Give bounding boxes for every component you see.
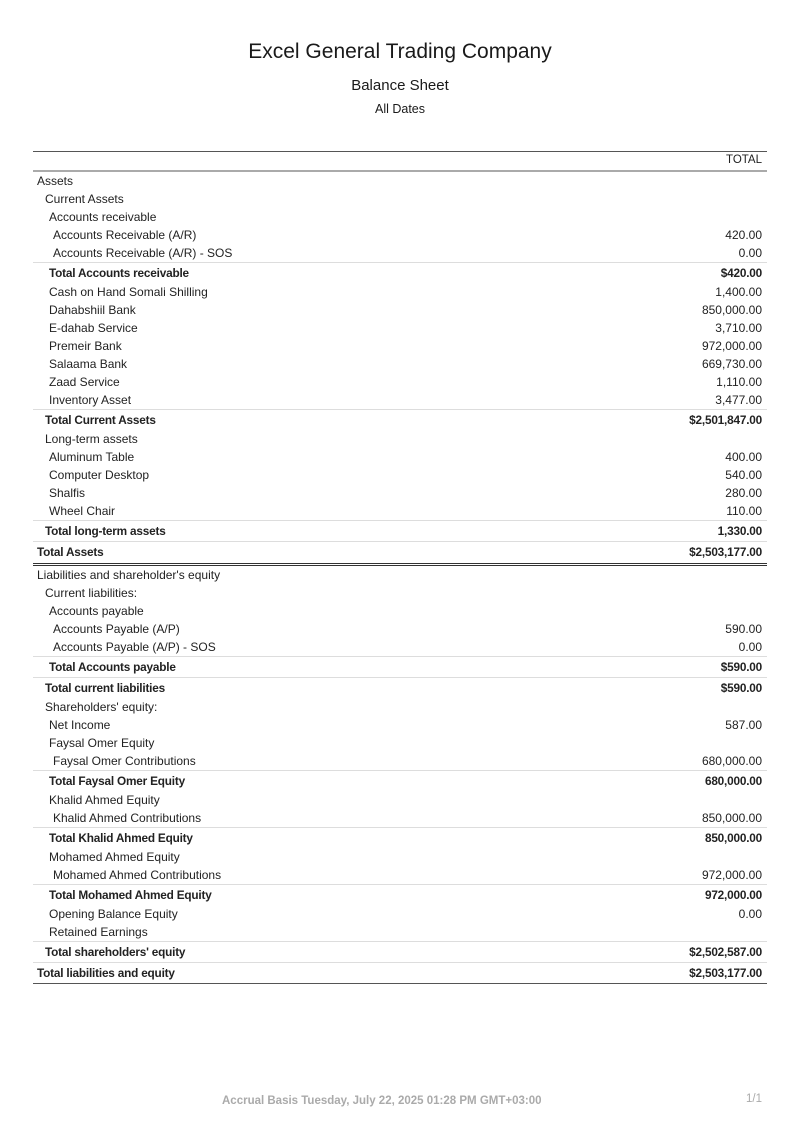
row-label: Total Faysal Omer Equity [49,774,185,788]
row-label: Total Current Assets [45,413,156,427]
row-label: Current Assets [45,192,124,206]
report-title: Balance Sheet [351,77,449,94]
table-row [33,638,767,656]
table-row [33,283,767,301]
row-value: 3,710.00 [715,321,762,335]
total-row [33,941,767,962]
row-value: $2,502,587.00 [689,945,762,959]
table-row [33,716,767,734]
total-row [33,520,767,541]
column-header-row [33,152,767,172]
total-row [33,656,767,677]
row-label: Khalid Ahmed Equity [49,793,160,807]
section-header-row [33,190,767,208]
row-value: 850,000.00 [704,831,762,845]
row-value: 0.00 [738,907,762,921]
section-header-row [33,698,767,716]
row-value: 972,000.00 [701,868,762,882]
total-row [33,541,767,566]
table-row [33,355,767,373]
row-label: Accounts payable [49,604,144,618]
row-label: Accounts receivable [49,210,157,224]
row-label: Liabilities and shareholder's equity [37,568,221,582]
row-value: $420.00 [720,266,762,280]
total-row [33,409,767,430]
table-row [33,752,767,770]
row-label: Total Khalid Ahmed Equity [49,831,193,845]
row-label: Accounts Receivable (A/R) [53,228,197,242]
row-value: $590.00 [720,681,762,695]
row-value: $590.00 [720,660,762,674]
row-label: Mohamed Ahmed Contributions [53,868,222,882]
row-label: Total liabilities and equity [37,966,175,980]
row-label: Total long-term assets [45,524,166,538]
row-label: Inventory Asset [49,393,132,407]
row-value: 680,000.00 [704,774,762,788]
table-row [33,226,767,244]
row-value: 0.00 [738,640,762,654]
row-label: Zaad Service [49,375,120,389]
row-value: 850,000.00 [701,811,762,825]
row-value: 1,400.00 [715,285,762,299]
row-label: Faysal Omer Contributions [53,754,196,768]
column-header-total: TOTAL [726,154,762,166]
total-row [33,677,767,698]
row-label: Retained Earnings [49,925,148,939]
table-row [33,809,767,827]
table-row [33,866,767,884]
row-label: Khalid Ahmed Contributions [53,811,202,825]
row-value: 3,477.00 [715,393,762,407]
section-header-row [33,172,767,190]
date-range: All Dates [374,102,426,116]
total-row [33,262,767,283]
row-label: Faysal Omer Equity [49,736,155,750]
section-header-row [33,566,767,584]
total-row [33,884,767,905]
total-row [33,770,767,791]
row-value: 400.00 [725,450,762,464]
row-label: Total current liabilities [45,681,165,695]
row-label: Premeir Bank [49,339,122,353]
row-label: Wheel Chair [49,504,116,518]
row-value: $2,501,847.00 [689,413,762,427]
row-value: 110.00 [726,504,762,518]
table-row [33,301,767,319]
footer-basis-timestamp: Accrual Basis Tuesday, July 22, 2025 01:28 PM GMT+03:00 [222,1095,542,1107]
row-label: Mohamed Ahmed Equity [49,850,180,864]
row-label: Total Mohamed Ahmed Equity [49,888,212,902]
section-header-row [33,791,767,809]
row-label: Shalfis [49,486,86,500]
table-row [33,244,767,262]
table-row [33,319,767,337]
section-header-row [33,734,767,752]
table-row [33,337,767,355]
company-name: Excel General Trading Company [248,40,552,63]
row-label: Current liabilities: [45,586,138,600]
row-label: Computer Desktop [49,468,150,482]
section-header-row [33,430,767,448]
row-label: Total Accounts receivable [49,266,189,280]
table-row [33,923,767,941]
row-value: 587.00 [725,718,762,732]
table-row [33,391,767,409]
row-value: $2,503,177.00 [689,545,762,559]
table-row [33,905,767,923]
balance-sheet-table [33,151,767,984]
row-label: Net Income [49,718,111,732]
row-value: 1,330.00 [717,524,762,538]
row-label: Total shareholders' equity [45,945,186,959]
row-label: Total Assets [37,545,104,559]
row-value: 972,000.00 [704,888,762,902]
row-value: 972,000.00 [701,339,762,353]
row-label: Aluminum Table [49,450,135,464]
row-value: 680,000.00 [701,754,762,768]
row-label: Total Accounts payable [49,660,176,674]
row-label: Shareholders' equity: [45,700,158,714]
row-label: E-dahab Service [49,321,138,335]
section-header-row [33,208,767,226]
total-row [33,827,767,848]
row-label: Accounts Payable (A/P) [53,622,180,636]
section-header-row [33,584,767,602]
table-row [33,373,767,391]
row-value: 590.00 [725,622,762,636]
section-header-row [33,602,767,620]
row-label: Opening Balance Equity [49,907,178,921]
row-value: 420.00 [725,228,762,242]
total-row [33,962,767,984]
row-label: Dahabshiil Bank [49,303,136,317]
row-label: Accounts Payable (A/P) - SOS [53,640,216,654]
row-label: Salaama Bank [49,357,128,371]
table-body [33,172,767,984]
row-value: 1,110.00 [716,375,762,389]
table-row [33,620,767,638]
row-value: 850,000.00 [701,303,762,317]
row-value: $2,503,177.00 [689,966,762,980]
row-value: 669,730.00 [701,357,762,371]
table-row [33,502,767,520]
row-value: 540.00 [725,468,762,482]
row-label: Cash on Hand Somali Shilling [49,285,208,299]
row-label: Accounts Receivable (A/R) - SOS [53,246,233,260]
table-row [33,484,767,502]
table-row [33,448,767,466]
row-label: Assets [37,174,74,188]
table-row [33,466,767,484]
row-label: Long-term assets [45,432,138,446]
row-value: 0.00 [738,246,762,260]
row-value: 280.00 [725,486,762,500]
page-number: 1/1 [746,1093,762,1105]
section-header-row [33,848,767,866]
